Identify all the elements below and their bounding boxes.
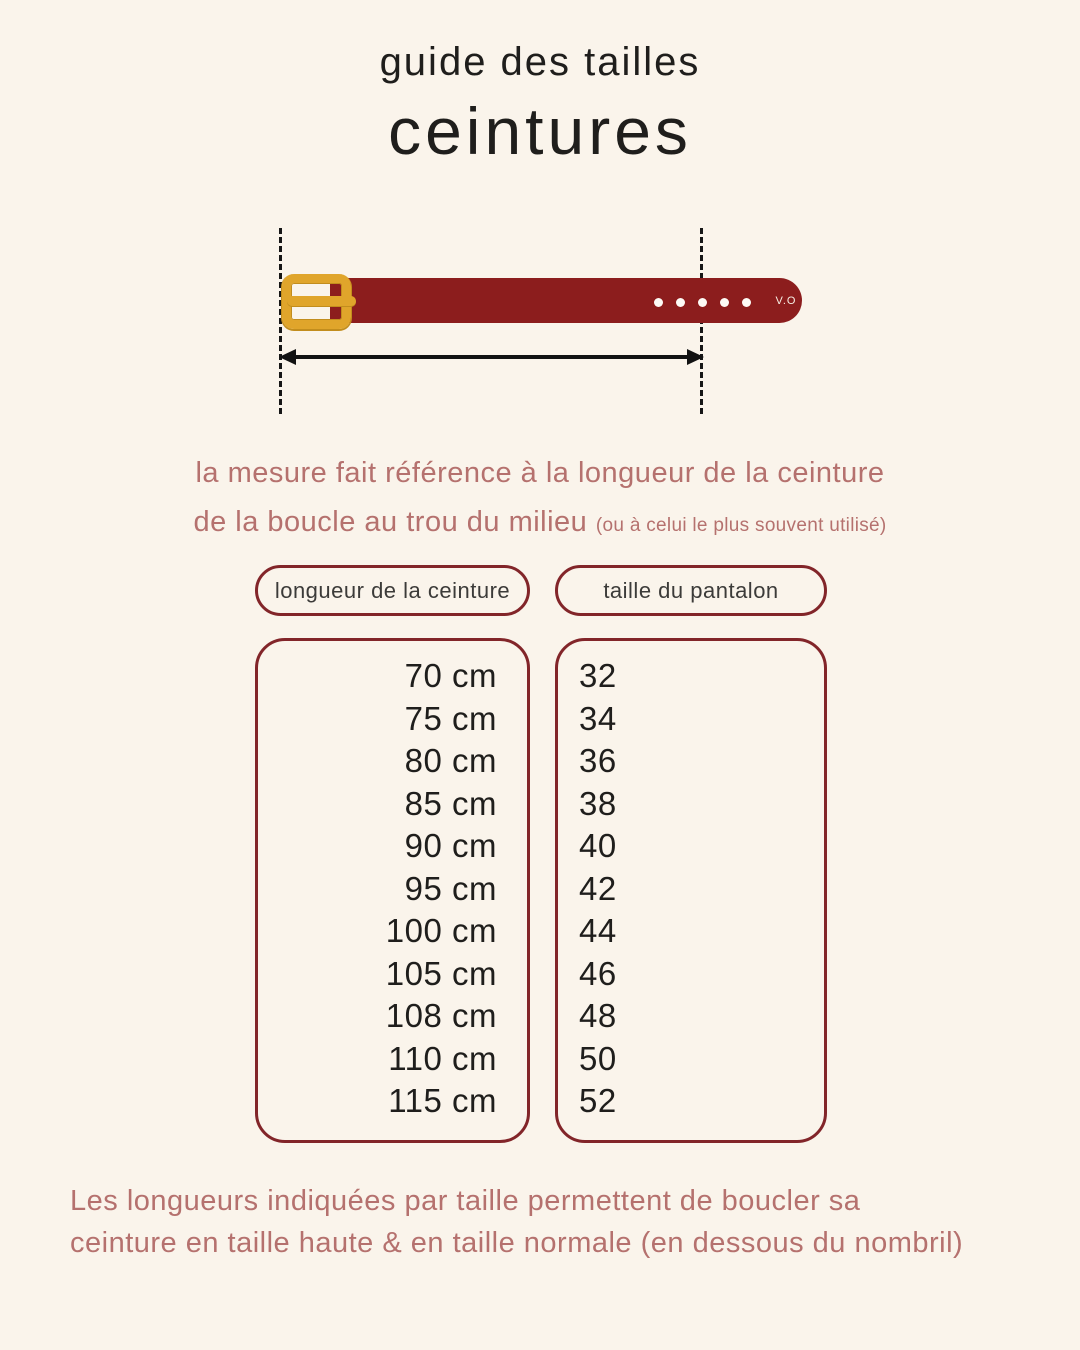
- belt-hole-middle: [698, 298, 707, 307]
- column-header-belt-length: longueur de la ceinture: [255, 565, 530, 616]
- belt-hole: [654, 298, 663, 307]
- belt-length-value: 108 cm: [385, 997, 497, 1034]
- belt-length-list: [255, 638, 530, 1143]
- pant-size-value: 36: [579, 742, 617, 779]
- belt-length-value: 105 cm: [385, 954, 497, 992]
- footer-line-2: ceinture en taille haute & en taille normale (en dessous du nombril): [70, 1227, 964, 1259]
- belt-length-value: 85 cm: [404, 784, 497, 822]
- description-note: (ou à celui le plus souvent utilisé): [595, 515, 887, 536]
- pant-size-value: 52: [579, 1082, 617, 1119]
- footer-line-1: Les longueurs indiquées par taille permettent de boucler sa: [70, 1185, 861, 1217]
- pant-size-value: 42: [579, 869, 617, 907]
- belt-hole: [676, 298, 685, 307]
- belt-length-value: 95 cm: [404, 869, 497, 907]
- pant-size-value: 38: [579, 784, 617, 822]
- pant-size-value: 32: [579, 657, 617, 694]
- belt-length-value: 80 cm: [404, 742, 497, 779]
- pant-size-value: 48: [579, 997, 617, 1034]
- pant-size-value: 46: [579, 954, 617, 992]
- belt-hole: [742, 298, 751, 307]
- belt-length-value: 100 cm: [385, 912, 497, 949]
- pant-size-value: 44: [579, 912, 617, 949]
- description-line-1: la mesure fait référence à la longueur de la ceinture: [195, 457, 885, 489]
- column-header-pant-size: taille du pantalon: [555, 565, 827, 616]
- measurement-description: [0, 449, 1080, 550]
- belt-length-value: 115 cm: [388, 1082, 497, 1119]
- belt-length-value: 90 cm: [404, 827, 497, 864]
- pant-size-value: 34: [579, 699, 617, 737]
- pant-size-value: 40: [579, 827, 617, 864]
- page-title: ceintures: [388, 94, 692, 168]
- belt-strap-illustration: [330, 278, 802, 323]
- pant-size-value: 50: [579, 1039, 617, 1077]
- description-line-2: de la boucle au trou du milieu (ou à celui le plus souvent utilisé): [193, 506, 887, 538]
- footer-note: [70, 1180, 1050, 1264]
- arrowhead-left-icon: [279, 349, 296, 365]
- page-subtitle: guide des tailles: [379, 40, 701, 84]
- measure-arrow: [290, 355, 692, 359]
- pant-size-list: [555, 638, 827, 1143]
- belt-length-value: 70 cm: [404, 657, 497, 694]
- belt-hole: [720, 298, 729, 307]
- belt-length-value: 110 cm: [388, 1039, 497, 1077]
- belt-length-value: 75 cm: [404, 699, 497, 737]
- arrowhead-right-icon: [687, 349, 704, 365]
- belt-buckle-prong: [287, 296, 356, 306]
- measure-start-dashed-line: [279, 228, 282, 414]
- belt-tip-label: V.O: [775, 295, 797, 307]
